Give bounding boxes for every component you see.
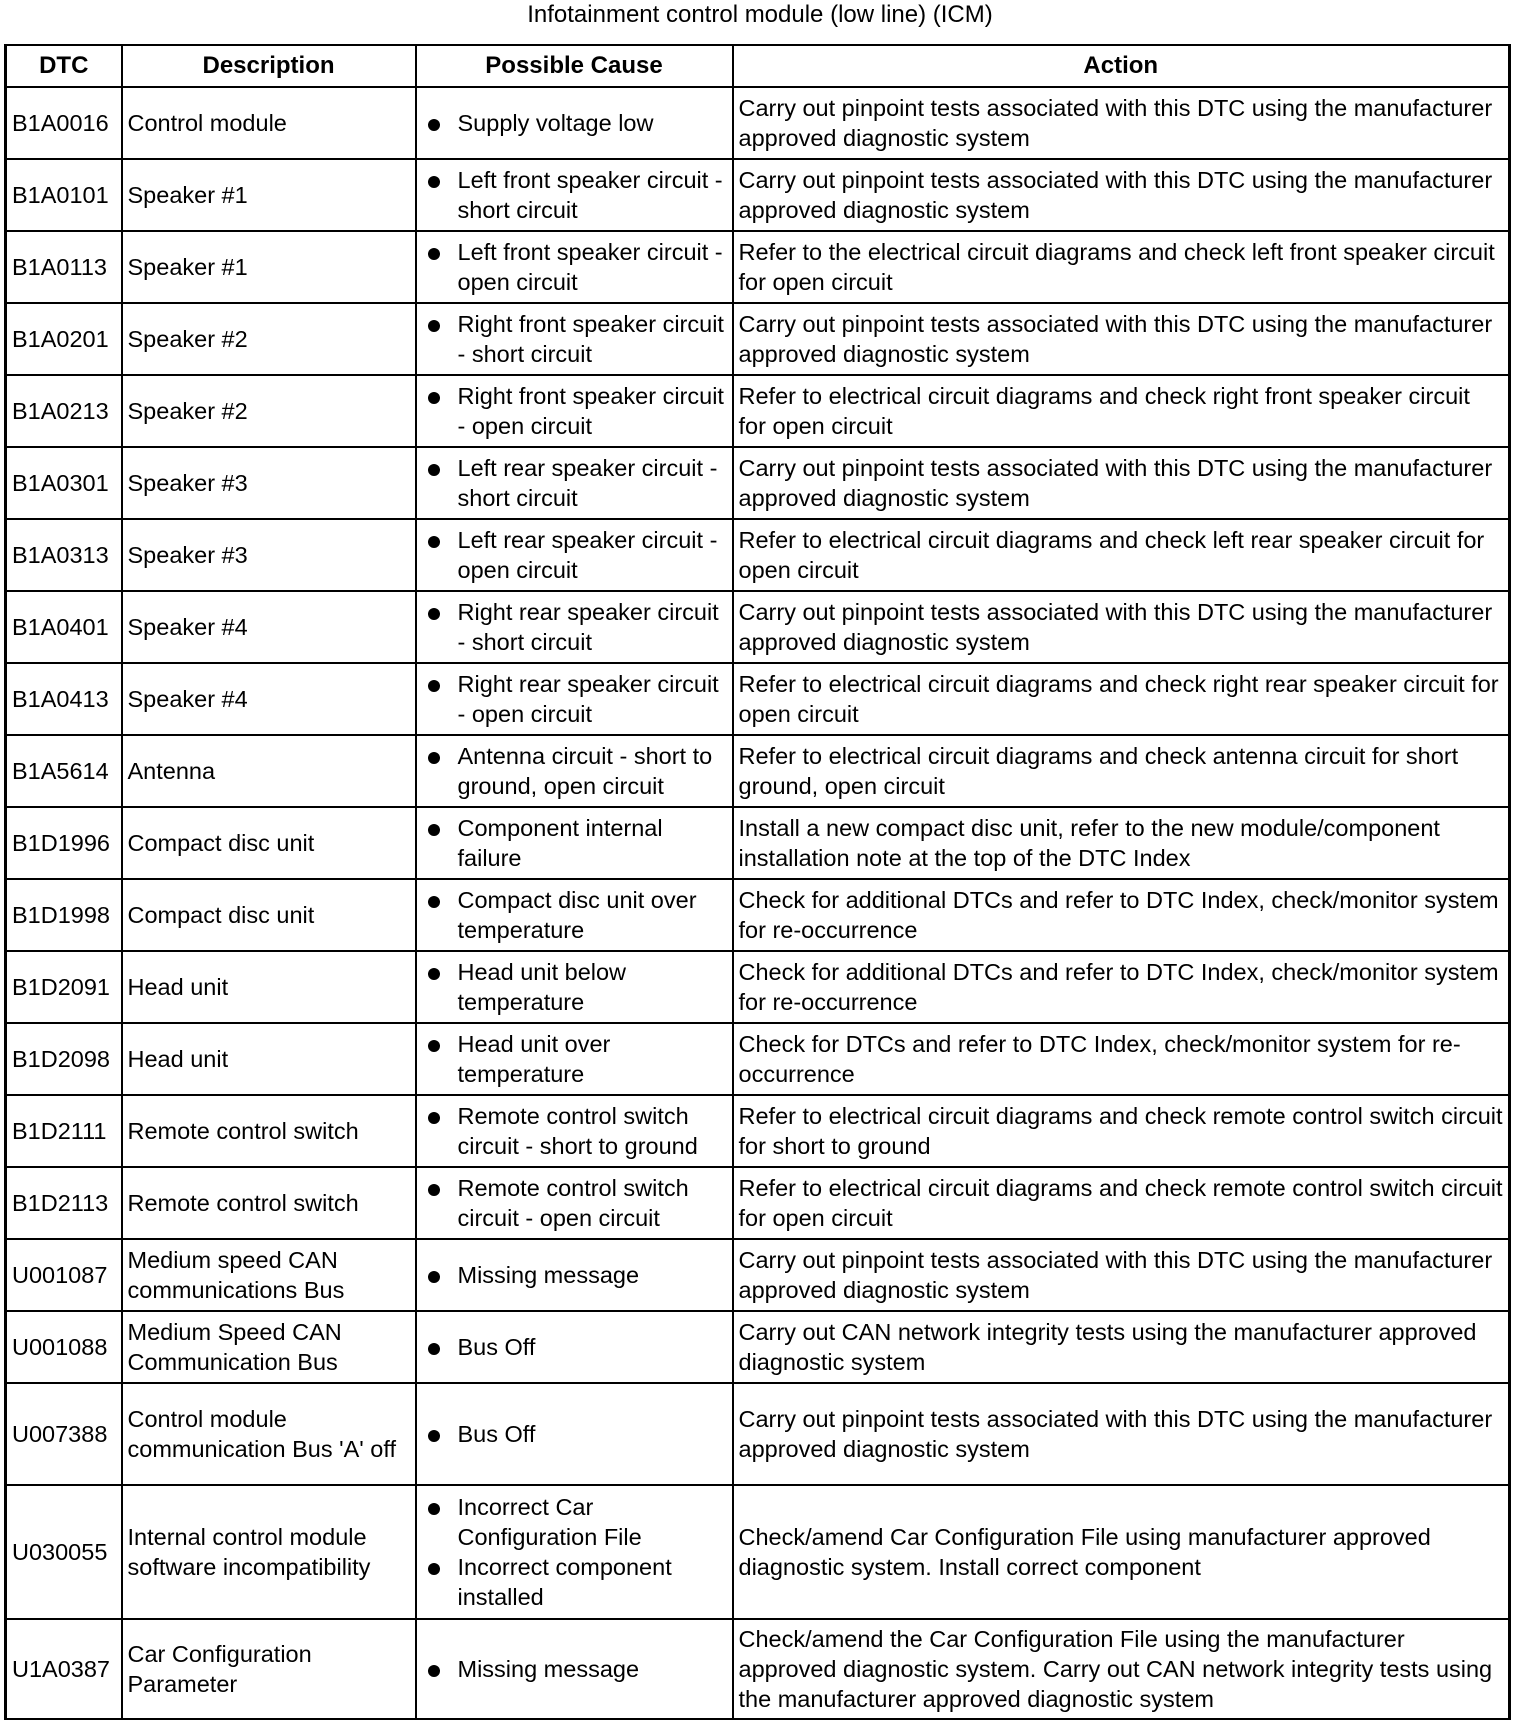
possible-cause [416, 591, 733, 663]
dtc-action: Carry out pinpoint tests associated with this DTC using the manufacturer approved diagnostic system [733, 159, 1510, 231]
bullet-icon [428, 176, 440, 188]
possible-cause [416, 807, 733, 879]
column-header-action: Action [733, 45, 1510, 87]
dtc-description: Antenna [122, 735, 416, 807]
possible-cause [416, 1485, 733, 1619]
cause-item [422, 453, 727, 513]
bullet-icon [428, 392, 440, 404]
table-row [6, 1023, 1510, 1095]
table-row [6, 807, 1510, 879]
bullet-icon [428, 608, 440, 620]
cause-item [422, 1101, 727, 1161]
bullet-icon [428, 119, 440, 131]
table-row [6, 1383, 1510, 1485]
dtc-action: Check/amend Car Configuration File using manufacturer approved diagnostic system. Install correct component [733, 1485, 1510, 1619]
dtc-code: B1A0413 [6, 663, 122, 735]
dtc-action: Refer to electrical circuit diagrams and check antenna circuit for short ground, open circuit [733, 735, 1510, 807]
cause-text: Incorrect component installed [457, 1554, 672, 1610]
table-row [6, 1485, 1510, 1619]
table-row [6, 1095, 1510, 1167]
dtc-code: B1A0301 [6, 447, 122, 519]
dtc-action: Refer to electrical circuit diagrams and check right rear speaker circuit for open circuit [733, 663, 1510, 735]
dtc-code: U1A0387 [6, 1619, 122, 1719]
bullet-icon [428, 1343, 440, 1355]
cause-item [422, 108, 727, 138]
cause-item [422, 1332, 727, 1362]
table-row [6, 951, 1510, 1023]
table-body [6, 87, 1510, 1719]
cause-text: Head unit over temperature [457, 1031, 611, 1087]
bullet-icon [428, 1271, 440, 1283]
table-row [6, 303, 1510, 375]
table-row [6, 159, 1510, 231]
bullet-icon [428, 824, 440, 836]
possible-cause [416, 951, 733, 1023]
dtc-description: Speaker #1 [122, 231, 416, 303]
table-header-row [6, 45, 1510, 87]
cause-text: Remote control switch circuit - short to ground [457, 1103, 698, 1159]
cause-item [422, 309, 727, 369]
bullet-icon [428, 1503, 440, 1515]
table-row [6, 1619, 1510, 1719]
dtc-description: Head unit [122, 951, 416, 1023]
dtc-description: Car Configuration Parameter [122, 1619, 416, 1719]
dtc-code: B1D2111 [6, 1095, 122, 1167]
table-row [6, 663, 1510, 735]
dtc-code: B1A0313 [6, 519, 122, 591]
dtc-action: Carry out pinpoint tests associated with this DTC using the manufacturer approved diagnostic system [733, 447, 1510, 519]
column-header-dtc: DTC [6, 45, 122, 87]
cause-item [422, 381, 727, 441]
dtc-code: U001087 [6, 1239, 122, 1311]
dtc-action: Carry out pinpoint tests associated with this DTC using the manufacturer approved diagnostic system [733, 303, 1510, 375]
dtc-code: B1D2098 [6, 1023, 122, 1095]
table-row [6, 1239, 1510, 1311]
cause-item [422, 1552, 727, 1612]
cause-text: Left front speaker circuit - open circuit [457, 239, 723, 295]
cause-text: Right front speaker circuit - open circuit [457, 383, 724, 439]
dtc-description: Medium Speed CAN Communication Bus [122, 1311, 416, 1383]
dtc-description: Speaker #2 [122, 375, 416, 447]
dtc-code: B1A0401 [6, 591, 122, 663]
bullet-icon [428, 896, 440, 908]
dtc-code: B1A0113 [6, 231, 122, 303]
dtc-code: U030055 [6, 1485, 122, 1619]
possible-cause [416, 231, 733, 303]
cause-text: Right rear speaker circuit - short circuit [457, 599, 719, 655]
dtc-description: Speaker #3 [122, 447, 416, 519]
cause-text: Left rear speaker circuit - open circuit [457, 527, 718, 583]
cause-item [422, 165, 727, 225]
dtc-code: B1A0213 [6, 375, 122, 447]
possible-cause [416, 375, 733, 447]
bullet-icon [428, 680, 440, 692]
table-row [6, 519, 1510, 591]
table-row [6, 231, 1510, 303]
dtc-action: Refer to electrical circuit diagrams and check right front speaker circuit for open circuit [733, 375, 1510, 447]
dtc-action: Carry out pinpoint tests associated with this DTC using the manufacturer approved diagnostic system [733, 87, 1510, 159]
dtc-action: Refer to electrical circuit diagrams and check remote control switch circuit for open circuit [733, 1167, 1510, 1239]
cause-item [422, 1419, 727, 1449]
cause-text: Missing message [457, 1656, 640, 1682]
possible-cause [416, 303, 733, 375]
dtc-table [4, 44, 1511, 1720]
dtc-description: Speaker #3 [122, 519, 416, 591]
cause-item [422, 813, 727, 873]
dtc-description: Compact disc unit [122, 879, 416, 951]
bullet-icon [428, 1665, 440, 1677]
table-row [6, 591, 1510, 663]
bullet-icon [428, 1040, 440, 1052]
bullet-icon [428, 1112, 440, 1124]
cause-item [422, 237, 727, 297]
cause-text: Missing message [457, 1262, 640, 1288]
cause-item [422, 1654, 727, 1684]
cause-text: Supply voltage low [457, 110, 654, 136]
cause-item [422, 525, 727, 585]
cause-item [422, 1260, 727, 1290]
table-row [6, 447, 1510, 519]
dtc-description: Remote control switch [122, 1095, 416, 1167]
cause-text: Bus Off [457, 1421, 536, 1447]
table-row [6, 1167, 1510, 1239]
cause-item [422, 1173, 727, 1233]
table-row [6, 87, 1510, 159]
dtc-description: Speaker #1 [122, 159, 416, 231]
bullet-icon [428, 1430, 440, 1442]
possible-cause [416, 447, 733, 519]
bullet-icon [428, 1563, 440, 1575]
possible-cause [416, 1311, 733, 1383]
dtc-description: Compact disc unit [122, 807, 416, 879]
bullet-icon [428, 536, 440, 548]
possible-cause [416, 1619, 733, 1719]
cause-item [422, 1029, 727, 1089]
dtc-code: B1D2113 [6, 1167, 122, 1239]
column-header-possible-cause: Possible Cause [416, 45, 733, 87]
bullet-icon [428, 752, 440, 764]
dtc-description: Head unit [122, 1023, 416, 1095]
possible-cause [416, 879, 733, 951]
dtc-code: B1A0201 [6, 303, 122, 375]
possible-cause [416, 1095, 733, 1167]
dtc-description: Control module communication Bus 'A' off [122, 1383, 416, 1485]
dtc-action: Carry out pinpoint tests associated with this DTC using the manufacturer approved diagnostic system [733, 591, 1510, 663]
cause-text: Left front speaker circuit - short circuit [457, 167, 723, 223]
dtc-code: B1A0101 [6, 159, 122, 231]
possible-cause [416, 519, 733, 591]
cause-text: Compact disc unit over temperature [457, 887, 697, 943]
dtc-code: B1A0016 [6, 87, 122, 159]
dtc-action: Check for additional DTCs and refer to DTC Index, check/monitor system for re-occurrence [733, 951, 1510, 1023]
dtc-code: B1D1998 [6, 879, 122, 951]
possible-cause [416, 735, 733, 807]
bullet-icon [428, 248, 440, 260]
dtc-action: Refer to electrical circuit diagrams and check left rear speaker circuit for open circuit [733, 519, 1510, 591]
dtc-description: Control module [122, 87, 416, 159]
cause-text: Right rear speaker circuit - open circuit [457, 671, 719, 727]
possible-cause [416, 1023, 733, 1095]
possible-cause [416, 1167, 733, 1239]
bullet-icon [428, 1184, 440, 1196]
table-row [6, 879, 1510, 951]
dtc-action: Carry out pinpoint tests associated with this DTC using the manufacturer approved diagnostic system [733, 1383, 1510, 1485]
dtc-code: U007388 [6, 1383, 122, 1485]
cause-text: Head unit below temperature [457, 959, 627, 1015]
dtc-action: Refer to the electrical circuit diagrams and check left front speaker circuit for open circuit [733, 231, 1510, 303]
bullet-icon [428, 464, 440, 476]
possible-cause [416, 159, 733, 231]
cause-item [422, 885, 727, 945]
dtc-description: Medium speed CAN communications Bus [122, 1239, 416, 1311]
possible-cause [416, 87, 733, 159]
cause-text: Component internal failure [457, 815, 663, 871]
dtc-description: Internal control module software incompatibility [122, 1485, 416, 1619]
bullet-icon [428, 320, 440, 332]
dtc-code: B1D2091 [6, 951, 122, 1023]
cause-text: Left rear speaker circuit - short circuit [457, 455, 718, 511]
table-row [6, 735, 1510, 807]
dtc-description: Speaker #2 [122, 303, 416, 375]
page-title: Infotainment control module (low line) (ICM) [527, 1, 993, 28]
possible-cause [416, 1239, 733, 1311]
cause-text: Bus Off [457, 1334, 536, 1360]
possible-cause [416, 663, 733, 735]
dtc-description: Speaker #4 [122, 663, 416, 735]
dtc-description: Remote control switch [122, 1167, 416, 1239]
dtc-action: Carry out CAN network integrity tests using the manufacturer approved diagnostic system [733, 1311, 1510, 1383]
cause-text: Antenna circuit - short to ground, open circuit [457, 743, 713, 799]
dtc-code: U001088 [6, 1311, 122, 1383]
cause-item [422, 1492, 727, 1552]
cause-item [422, 597, 727, 657]
dtc-action: Check for DTCs and refer to DTC Index, check/monitor system for re-occurrence [733, 1023, 1510, 1095]
table-row [6, 375, 1510, 447]
column-header-description: Description [122, 45, 416, 87]
cause-text: Incorrect Car Configuration File [457, 1494, 642, 1550]
dtc-description: Speaker #4 [122, 591, 416, 663]
dtc-action: Refer to electrical circuit diagrams and check remote control switch circuit for short to ground [733, 1095, 1510, 1167]
dtc-action: Carry out pinpoint tests associated with this DTC using the manufacturer approved diagnostic system [733, 1239, 1510, 1311]
table-row [6, 1311, 1510, 1383]
dtc-action: Check for additional DTCs and refer to DTC Index, check/monitor system for re-occurrence [733, 879, 1510, 951]
dtc-code: B1A5614 [6, 735, 122, 807]
dtc-action: Check/amend the Car Configuration File using the manufacturer approved diagnostic system. Carry out CAN network integrity tests using the manufacturer approved diagnostic system [733, 1619, 1510, 1719]
bullet-icon [428, 968, 440, 980]
dtc-action: Install a new compact disc unit, refer to the new module/component installation note at the top of the DTC Index [733, 807, 1510, 879]
cause-item [422, 741, 727, 801]
dtc-code: B1D1996 [6, 807, 122, 879]
cause-text: Remote control switch circuit - open circuit [457, 1175, 689, 1231]
cause-item [422, 957, 727, 1017]
possible-cause [416, 1383, 733, 1485]
cause-item [422, 669, 727, 729]
cause-text: Right front speaker circuit - short circuit [457, 311, 724, 367]
